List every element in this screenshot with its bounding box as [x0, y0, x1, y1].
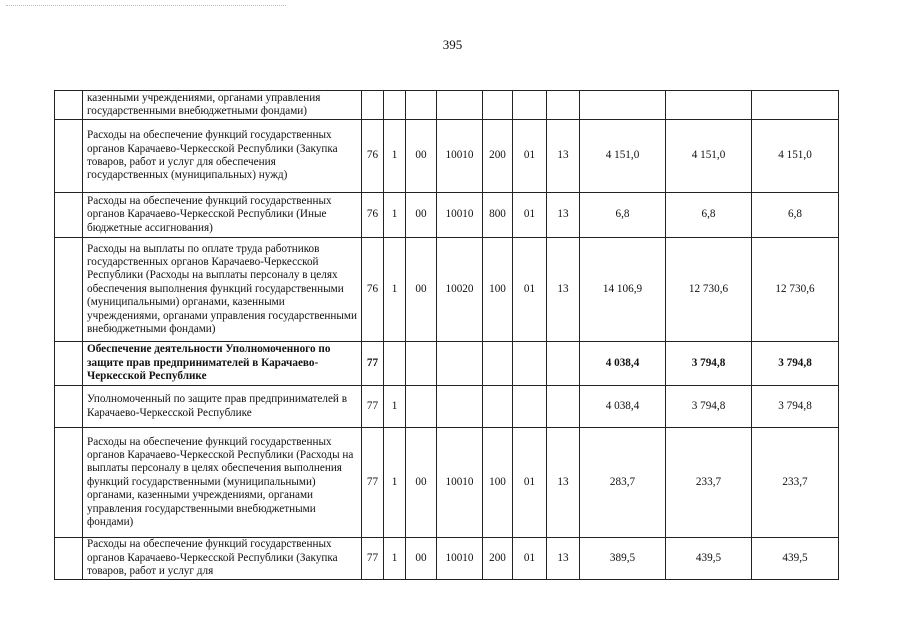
amount-year1-cell: 6,8 [580, 193, 666, 238]
ministry-code-cell: 76 [362, 120, 384, 193]
budget-table [54, 90, 839, 580]
subsection2-code-cell: 13 [547, 428, 580, 538]
expense-name-cell: Расходы на обеспечение функций государственных органов Карачаево-Черкесской Республики (Иные бюджетные ассигнования) [83, 193, 362, 238]
target-article-cell: 10010 [437, 193, 483, 238]
subsection-code-cell: 01 [513, 238, 547, 342]
program-code-cell [406, 386, 437, 428]
expense-type-cell: 200 [483, 120, 513, 193]
top-rule [6, 5, 286, 7]
ministry-code-cell: 77 [362, 342, 384, 386]
row-marker-cell [55, 386, 83, 428]
ministry-code-cell: 77 [362, 386, 384, 428]
subsection2-code-cell [547, 342, 580, 386]
program-code-cell: 00 [406, 120, 437, 193]
expense-name-cell: казенными учреждениями, органами управления государственными внебюджетными фондами) [83, 91, 362, 120]
ministry-code-cell [362, 91, 384, 120]
expense-name-cell: Расходы на обеспечение функций государственных органов Карачаево-Черкесской Республики (Расходы на выплаты персоналу в целях обеспечения выполнения функций государственными (муниципальными) органами, казенными учреждениями, органами управления государственными внебюджетными фондами) [83, 428, 362, 538]
amount-year2-cell [666, 91, 752, 120]
expense-name-cell: Обеспечение деятельности Уполномоченного по защите прав предпринимателей в Карачаево-Черкесской Республике [83, 342, 362, 386]
expense-name-cell: Расходы на выплаты по оплате труда работников государственных органов Карачаево-Черкесской Республики (Расходы на выплаты персоналу в целях обеспечения выполнения функций государственными (муниципальными) органами, казенными учреждениями, органами управления государственными внебюджетными фондами) [83, 238, 362, 342]
subsection2-code-cell: 13 [547, 193, 580, 238]
subsection-code-cell [513, 91, 547, 120]
ministry-code-cell: 77 [362, 428, 384, 538]
ministry-code-cell: 76 [362, 238, 384, 342]
amount-year3-cell: 3 794,8 [752, 342, 839, 386]
target-article-cell: 10010 [437, 120, 483, 193]
program-code-cell: 00 [406, 538, 437, 580]
table-row [55, 120, 839, 193]
amount-year1-cell [580, 91, 666, 120]
program-code-cell: 00 [406, 238, 437, 342]
target-article-cell [437, 91, 483, 120]
amount-year1-cell: 389,5 [580, 538, 666, 580]
subsection-code-cell [513, 342, 547, 386]
table-row [55, 342, 839, 386]
section-code-cell [384, 91, 406, 120]
subsection2-code-cell: 13 [547, 120, 580, 193]
amount-year1-cell: 14 106,9 [580, 238, 666, 342]
table-row [55, 538, 839, 580]
amount-year1-cell: 283,7 [580, 428, 666, 538]
expense-name-cell: Расходы на обеспечение функций государственных органов Карачаево-Черкесской Республики (Закупка товаров, работ и услуг для обеспечения государственных (муниципальных) нужд) [83, 120, 362, 193]
row-marker-cell [55, 342, 83, 386]
amount-year2-cell: 3 794,8 [666, 386, 752, 428]
program-code-cell [406, 342, 437, 386]
amount-year2-cell: 233,7 [666, 428, 752, 538]
expense-type-cell: 100 [483, 428, 513, 538]
subsection2-code-cell: 13 [547, 238, 580, 342]
subsection-code-cell: 01 [513, 538, 547, 580]
row-marker-cell [55, 120, 83, 193]
expense-name-cell: Уполномоченный по защите прав предпринимателей в Карачаево-Черкесской Республике [83, 386, 362, 428]
subsection2-code-cell: 13 [547, 538, 580, 580]
expense-type-cell [483, 386, 513, 428]
row-marker-cell [55, 238, 83, 342]
subsection-code-cell: 01 [513, 428, 547, 538]
table-row [55, 428, 839, 538]
ministry-code-cell: 77 [362, 538, 384, 580]
ministry-code-cell: 76 [362, 193, 384, 238]
amount-year1-cell: 4 151,0 [580, 120, 666, 193]
target-article-cell [437, 342, 483, 386]
program-code-cell: 00 [406, 428, 437, 538]
page-number: 395 [442, 37, 463, 52]
target-article-cell: 10020 [437, 238, 483, 342]
amount-year1-cell: 4 038,4 [580, 386, 666, 428]
amount-year2-cell: 6,8 [666, 193, 752, 238]
section-code-cell: 1 [384, 238, 406, 342]
row-marker-cell [55, 538, 83, 580]
subsection2-code-cell [547, 91, 580, 120]
section-code-cell: 1 [384, 428, 406, 538]
amount-year1-cell: 4 038,4 [580, 342, 666, 386]
amount-year2-cell: 12 730,6 [666, 238, 752, 342]
table-row [55, 238, 839, 342]
expense-name-cell: Расходы на обеспечение функций государственных органов Карачаево-Черкесской Республики (Закупка товаров, работ и услуг для [83, 538, 362, 580]
target-article-cell: 10010 [437, 428, 483, 538]
target-article-cell [437, 386, 483, 428]
section-code-cell: 1 [384, 193, 406, 238]
amount-year2-cell: 4 151,0 [666, 120, 752, 193]
table-row [55, 193, 839, 238]
amount-year3-cell: 3 794,8 [752, 386, 839, 428]
amount-year3-cell: 439,5 [752, 538, 839, 580]
table-row [55, 91, 839, 120]
amount-year2-cell: 439,5 [666, 538, 752, 580]
program-code-cell: 00 [406, 193, 437, 238]
amount-year3-cell: 12 730,6 [752, 238, 839, 342]
program-code-cell [406, 91, 437, 120]
expense-type-cell: 100 [483, 238, 513, 342]
subsection-code-cell: 01 [513, 193, 547, 238]
subsection-code-cell: 01 [513, 120, 547, 193]
expense-type-cell [483, 342, 513, 386]
amount-year3-cell [752, 91, 839, 120]
section-code-cell [384, 342, 406, 386]
amount-year2-cell: 3 794,8 [666, 342, 752, 386]
row-marker-cell [55, 428, 83, 538]
row-marker-cell [55, 193, 83, 238]
subsection2-code-cell [547, 386, 580, 428]
expense-type-cell: 200 [483, 538, 513, 580]
section-code-cell: 1 [384, 386, 406, 428]
amount-year3-cell: 4 151,0 [752, 120, 839, 193]
amount-year3-cell: 233,7 [752, 428, 839, 538]
section-code-cell: 1 [384, 538, 406, 580]
target-article-cell: 10010 [437, 538, 483, 580]
amount-year3-cell: 6,8 [752, 193, 839, 238]
expense-type-cell [483, 91, 513, 120]
subsection-code-cell [513, 386, 547, 428]
table-row [55, 386, 839, 428]
expense-type-cell: 800 [483, 193, 513, 238]
section-code-cell: 1 [384, 120, 406, 193]
row-marker-cell [55, 91, 83, 120]
